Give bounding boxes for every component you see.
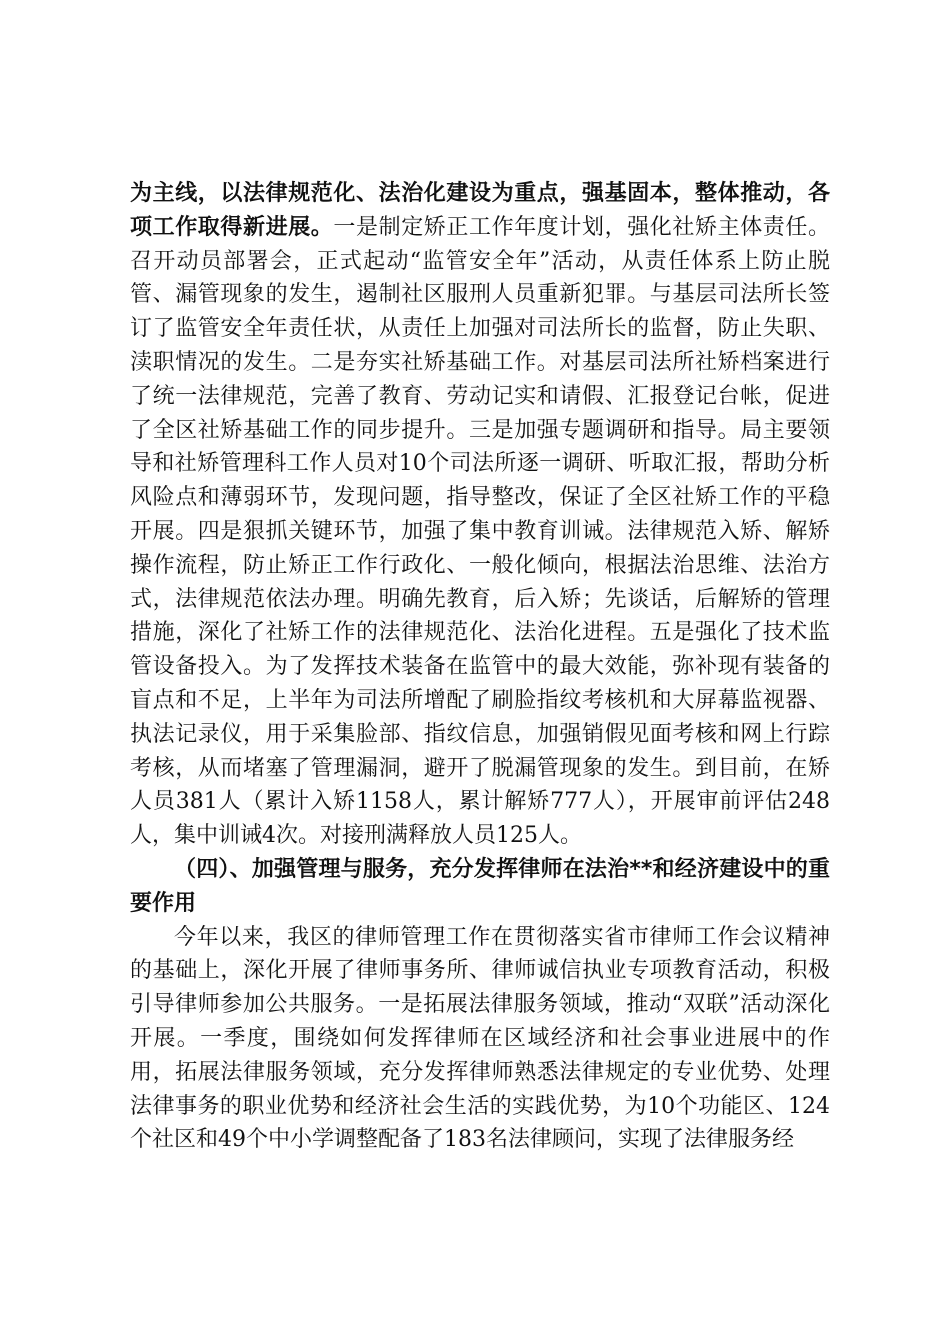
paragraph-1-text: 一是制定矫正工作年度计划，强化社矫主体责任。召开动员部署会，正式起动“监管安全年”活动，从责任体系上防止脱管、漏管现象的发生，遏制社区服刑人员重新犯罪。与基层司法所长签订了监管安全年责任状，从责任上加强对司法所长的监督，防止失职、渎职情况的发生。二是夯实社矫基础工作。对基层司法所社矫档案进行了统一法律规范，完善了教育、劳动记实和请假、汇报登记台帐，促进了全区社矫基础工作的同步提升。三是加强专题调研和指导。局主要领导和社矫管理科工作人员对10个司法所逐一调研、听取汇报，帮助分析风险点和薄弱环节，发现问题，指导整改，保证了全区社矫工作的平稳开展。四是狠抓关键环节，加强了集中教育训诫。法律规范入矫、解矫操作流程，防止矫正工作行政化、一般化倾向，根据法治思维、法治方式，法律规范依法办理。明确先教育，后入矫；先谈话，后解矫的管理措施，深化了社矫工作的法律规范化、法治化进程。五是强化了技术监管设备投入。为了发挥技术装备在监管中的最大效能，弥补现有装备的盲点和不足，上半年为司法所增配了刷脸指纹考核机和大屏幕监视器、执法记录仪，用于采集脸部、指纹信息，加强销假见面考核和网上行踪考核，从而堵塞了管理漏洞，避开了脱漏管现象的发生。到目前，在矫人员381人（累计入矫1158人，累计解矫777人），开展审前评估248人，集中训诫4次。对接刑满释放人员125人。 <box>130 214 830 849</box>
paragraph-1 <box>130 177 830 853</box>
document-body <box>130 177 830 1157</box>
section-heading: （四）、加强管理与服务，充分发挥律师在法治**和经济建设中的重要作用 <box>130 856 830 916</box>
paragraph-2: 今年以来，我区的律师管理工作在贯彻落实省市律师工作会议精神的基础上，深化开展了律师事务所、律师诚信执业专项教育活动，积极引导律师参加公共服务。一是拓展法律服务领域，推动“双联”活动深化开展。一季度，围绕如何发挥律师在区域经济和社会事业进展中的作用，拓展法律服务领域，充分发挥律师熟悉法律规定的专业优势、处理法律事务的职业优势和经济社会生活的实践优势，为10个功能区、124个社区和49个中小学调整配备了183名法律顾问，实现了法律服务经 <box>130 924 830 1153</box>
paragraph-1-bold-lead: 为主线，以法律规范化、法治化建设为重点，强基固本，整体推动，各项工作取得新进展。 <box>130 181 830 240</box>
